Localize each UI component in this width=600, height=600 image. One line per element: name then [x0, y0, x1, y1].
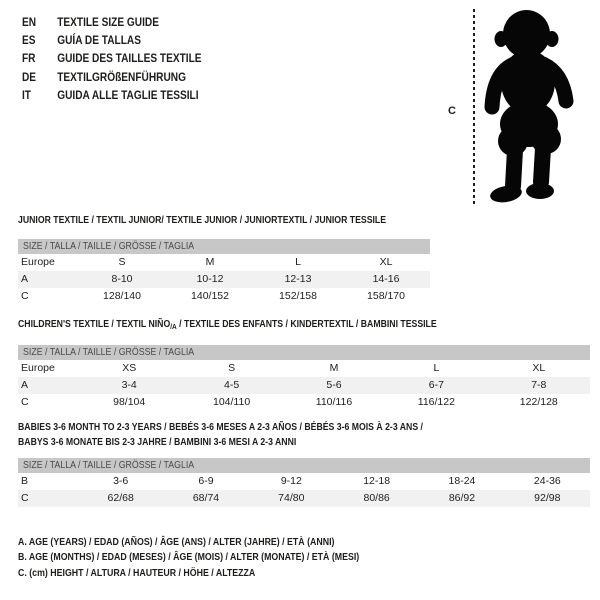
row-label: Europe	[21, 362, 55, 374]
title-text: / TEXTILE DES ENFANTS / KINDERTEXTIL / BAMBINI TESSILE	[176, 319, 437, 330]
title-subscript: /A	[170, 322, 177, 331]
size-cell: 110/116	[315, 396, 353, 408]
language-title-list	[22, 14, 202, 105]
lang-code: DE	[22, 71, 37, 84]
size-cell: L	[295, 256, 301, 268]
size-header-label: SIZE / TALLA / TAILLE / GRÖSSE / TAGLIA	[23, 460, 195, 471]
size-table-babies	[18, 458, 590, 507]
title-line-2: BABYS 3-6 MONATE BIS 2-3 JAHRE / BAMBINI 3-6 MESI A 2-3 ANNI	[18, 437, 297, 448]
size-cell: XL	[379, 256, 393, 268]
lang-row-fr	[22, 50, 202, 68]
size-header-row	[18, 345, 590, 360]
size-cell: 6-7	[385, 377, 487, 394]
size-cell: 10-12	[166, 271, 254, 288]
table-row	[18, 394, 590, 411]
row-label: A	[18, 271, 78, 288]
lang-row-de	[22, 69, 202, 87]
row-label: A	[18, 377, 78, 394]
size-cell: 128/140	[103, 290, 141, 302]
lang-title: GUIDE DES TAILLES TEXTILE	[57, 53, 202, 66]
size-cell: S	[118, 256, 126, 268]
legend-line-b: B. AGE (MONTHS) / EDAD (MESES) / ÂGE (MOIS) / ALTER (MONATE) / ETÀ (MESI)	[18, 552, 360, 564]
lang-title: TEXTILGRÖßENFÜHRUNG	[57, 71, 186, 84]
size-cell: XS	[122, 362, 137, 374]
row-label: B	[21, 475, 29, 487]
size-cell: S	[228, 362, 236, 374]
size-header-label: SIZE / TALLA / TAILLE / GRÖSSE / TAGLIA	[23, 347, 195, 358]
lang-row-en	[22, 14, 202, 32]
size-cell: 14-16	[342, 271, 430, 288]
size-cell: 158/170	[367, 290, 405, 302]
lang-code: ES	[22, 35, 36, 48]
table-row	[18, 377, 590, 394]
row-label: C	[21, 396, 29, 408]
size-cell: 68/74	[163, 490, 248, 507]
size-cell: 116/122	[417, 396, 455, 408]
title-text: CHILDREN'S TEXTILE / TEXTIL NIÑO	[18, 319, 171, 330]
size-cell: L	[433, 362, 440, 374]
measure-label-c: C	[448, 105, 456, 117]
size-cell: 122/128	[519, 396, 558, 408]
section-title-children	[18, 317, 437, 334]
row-label: Europe	[21, 256, 55, 268]
table-row	[18, 271, 430, 288]
size-cell: M	[329, 362, 339, 374]
size-header-row	[18, 239, 430, 254]
size-cell: 9-12	[280, 475, 302, 487]
row-label: C	[21, 290, 29, 302]
size-cell: 6-9	[198, 475, 214, 487]
size-cell: 12-13	[254, 271, 342, 288]
table-row	[18, 360, 590, 377]
size-cell: 18-24	[448, 475, 476, 487]
size-cell: XL	[532, 362, 546, 374]
size-cell: 86/92	[419, 490, 504, 507]
lang-code: FR	[22, 53, 36, 66]
lang-title: TEXTILE SIZE GUIDE	[57, 17, 159, 29]
lang-title: GUIDA ALLE TAGLIE TESSILI	[57, 89, 199, 102]
size-cell: 98/104	[113, 396, 146, 408]
section-title-junior: JUNIOR TEXTILE / TEXTIL JUNIOR/ TEXTILE JUNIOR / JUNIORTEXTIL / JUNIOR TESSILE	[18, 215, 387, 226]
size-cell: 5-6	[283, 377, 385, 394]
legend	[18, 535, 359, 581]
lang-row-it	[22, 87, 202, 105]
height-measure-dashed-line	[473, 9, 475, 206]
table-row	[18, 254, 430, 271]
lang-code: IT	[22, 89, 32, 102]
size-cell: 3-4	[78, 377, 180, 394]
size-cell: 24-36	[533, 475, 561, 487]
size-cell: 8-10	[78, 271, 166, 288]
size-cell: 3-6	[113, 475, 129, 487]
size-cell: M	[205, 256, 215, 268]
size-header-label: SIZE / TALLA / TAILLE / GRÖSSE / TAGLIA	[23, 241, 195, 252]
size-cell: 4-5	[180, 377, 282, 394]
title-line-1: BABIES 3-6 MONTH TO 2-3 YEARS / BEBÉS 3-6 MESES A 2-3 AÑOS / BÉBÉS 3-6 MOIS À 2-3 ANS /	[18, 422, 423, 433]
size-cell: 152/158	[279, 290, 317, 302]
toddler-silhouette	[480, 8, 592, 210]
lang-row-es	[22, 32, 202, 50]
lang-code: EN	[22, 17, 37, 29]
section-title-babies	[18, 420, 423, 450]
size-cell: 12-18	[363, 475, 391, 487]
table-row	[18, 473, 590, 490]
table-row	[18, 490, 590, 507]
size-cell: 62/68	[78, 490, 163, 507]
table-row	[18, 288, 430, 305]
size-header-row	[18, 458, 590, 473]
size-cell: 80/86	[334, 490, 419, 507]
legend-line-c: C. (cm) HEIGHT / ALTURA / HAUTEUR / HÖHE / ALTEZZA	[18, 567, 256, 579]
size-cell: 104/110	[212, 396, 251, 408]
row-label: C	[18, 490, 78, 507]
size-cell: 7-8	[488, 377, 590, 394]
size-cell: 140/152	[191, 290, 229, 302]
legend-line-a: A. AGE (YEARS) / EDAD (AÑOS) / ÂGE (ANS) / ALTER (JAHRE) / ETÀ (ANNI)	[18, 537, 335, 548]
size-table-junior	[18, 239, 430, 305]
size-cell: 74/80	[249, 490, 334, 507]
size-cell: 92/98	[505, 490, 590, 507]
size-table-children	[18, 345, 590, 411]
lang-title: GUÍA DE TALLAS	[57, 35, 141, 48]
